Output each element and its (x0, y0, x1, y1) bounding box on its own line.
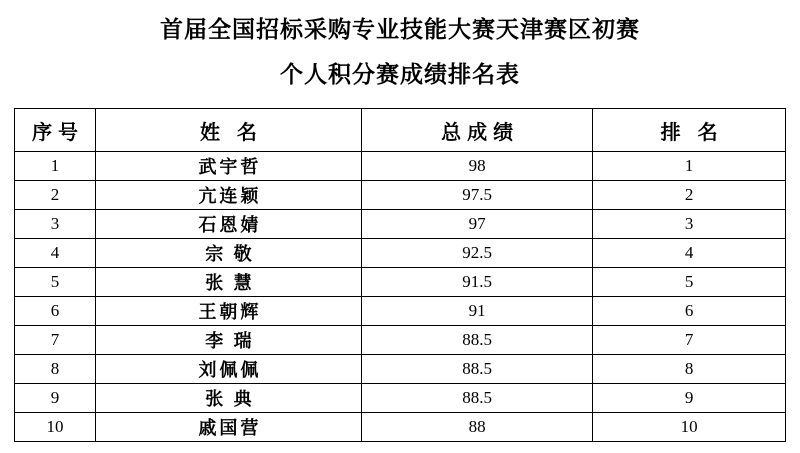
cell-index: 2 (15, 181, 96, 210)
cell-score: 97.5 (361, 181, 592, 210)
score-table-head (15, 109, 786, 152)
score-table (14, 108, 786, 442)
table-row (15, 152, 786, 181)
cell-rank: 6 (593, 297, 786, 326)
cell-rank: 4 (593, 239, 786, 268)
cell-name: 李 瑞 (95, 326, 361, 355)
cell-name: 张 典 (95, 384, 361, 413)
cell-rank: 2 (593, 181, 786, 210)
cell-score: 91.5 (361, 268, 592, 297)
cell-index: 9 (15, 384, 96, 413)
table-row (15, 413, 786, 442)
cell-index: 6 (15, 297, 96, 326)
document-title-block (0, 0, 800, 86)
table-row (15, 326, 786, 355)
cell-index: 7 (15, 326, 96, 355)
cell-rank: 3 (593, 210, 786, 239)
cell-index: 10 (15, 413, 96, 442)
column-header-name: 姓 名 (95, 109, 361, 152)
cell-score: 92.5 (361, 239, 592, 268)
cell-score: 98 (361, 152, 592, 181)
table-row (15, 297, 786, 326)
cell-rank: 5 (593, 268, 786, 297)
cell-rank: 1 (593, 152, 786, 181)
cell-index: 3 (15, 210, 96, 239)
cell-score: 88 (361, 413, 592, 442)
table-row (15, 181, 786, 210)
cell-name: 刘佩佩 (95, 355, 361, 384)
cell-score: 88.5 (361, 355, 592, 384)
cell-score: 88.5 (361, 326, 592, 355)
cell-score: 88.5 (361, 384, 592, 413)
table-row (15, 268, 786, 297)
cell-score: 91 (361, 297, 592, 326)
document-title-line-2: 个人积分赛成绩排名表 (280, 62, 520, 87)
cell-name: 石恩婧 (95, 210, 361, 239)
cell-score: 97 (361, 210, 592, 239)
cell-rank: 9 (593, 384, 786, 413)
cell-index: 4 (15, 239, 96, 268)
table-row (15, 210, 786, 239)
cell-index: 5 (15, 268, 96, 297)
score-table-container (0, 108, 800, 442)
table-header-row (15, 109, 786, 152)
cell-name: 亢连颖 (95, 181, 361, 210)
cell-index: 8 (15, 355, 96, 384)
cell-rank: 8 (593, 355, 786, 384)
cell-name: 戚国营 (95, 413, 361, 442)
table-row (15, 239, 786, 268)
cell-name: 张 慧 (95, 268, 361, 297)
table-row (15, 355, 786, 384)
cell-rank: 7 (593, 326, 786, 355)
table-row (15, 384, 786, 413)
cell-rank: 10 (593, 413, 786, 442)
document-title-line-1: 首届全国招标采购专业技能大赛天津赛区初赛 (160, 17, 640, 42)
column-header-rank: 排 名 (593, 109, 786, 152)
cell-name: 宗 敬 (95, 239, 361, 268)
cell-name: 王朝辉 (95, 297, 361, 326)
cell-name: 武宇哲 (95, 152, 361, 181)
column-header-index: 序号 (15, 109, 96, 152)
column-header-score: 总成绩 (361, 109, 592, 152)
cell-index: 1 (15, 152, 96, 181)
score-table-body (15, 152, 786, 442)
